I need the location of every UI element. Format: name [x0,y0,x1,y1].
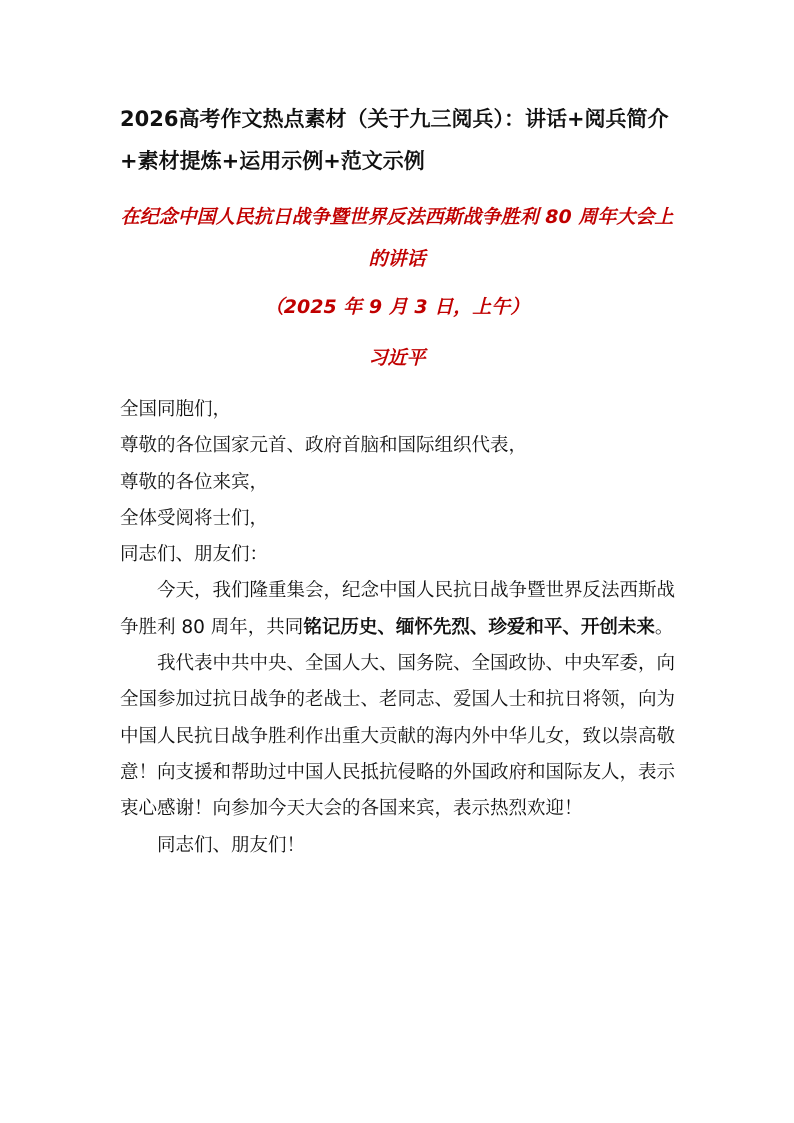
salutation-line: 尊敬的各位国家元首、政府首脑和国际组织代表， [120,435,528,457]
paragraph-opening [120,573,676,646]
speech-title: 在纪念中国人民抗日战争暨世界反法西斯战争胜利 80 周年大会上的讲话 [120,206,674,270]
salutation-line: 全体受阅将士们， [120,507,269,529]
salutation-line: 全国同胞们， [120,399,232,420]
speaker-name: 习近平 [368,347,426,369]
paragraph-tribute: 我代表中共中央、全国人大、国务院、全国政协、中央军委，向全国参加过抗日战争的老战士、老同志、爱国人士和抗日将领，向为中国人民抗日战争胜利作出重大贡献的海内外中华儿女，致以崇高敬意！向支援和帮助过中国人民抵抗侵略的外国政府和国际友人，表示衷心感谢！向参加今天大会的各国来宾，表示热烈欢迎！ [120,653,676,820]
paragraph-address: 同志们、朋友们！ [157,834,306,856]
salutation-line: 尊敬的各位来宾， [120,471,269,493]
salutation-line: 同志们、朋友们： [120,544,269,566]
paragraph-opening-end: 。 [654,616,674,638]
speech-body [120,392,676,864]
speech-date: （2025 年 9 月 3 日，上午） [264,296,530,318]
paragraph-opening-emphasis: 铭记历史、缅怀先烈、珍爱和平、开创未来 [303,616,655,638]
paragraph-opening-text: 今天，我们隆重集会，纪念中国人民抗日战争暨世界反法西斯战争胜利 80 周年，共同 [120,580,676,638]
document-title: 2026高考作文热点素材（关于九三阅兵）：讲话+阅兵简介+素材提炼+运用示例+范文示例 [120,107,669,173]
